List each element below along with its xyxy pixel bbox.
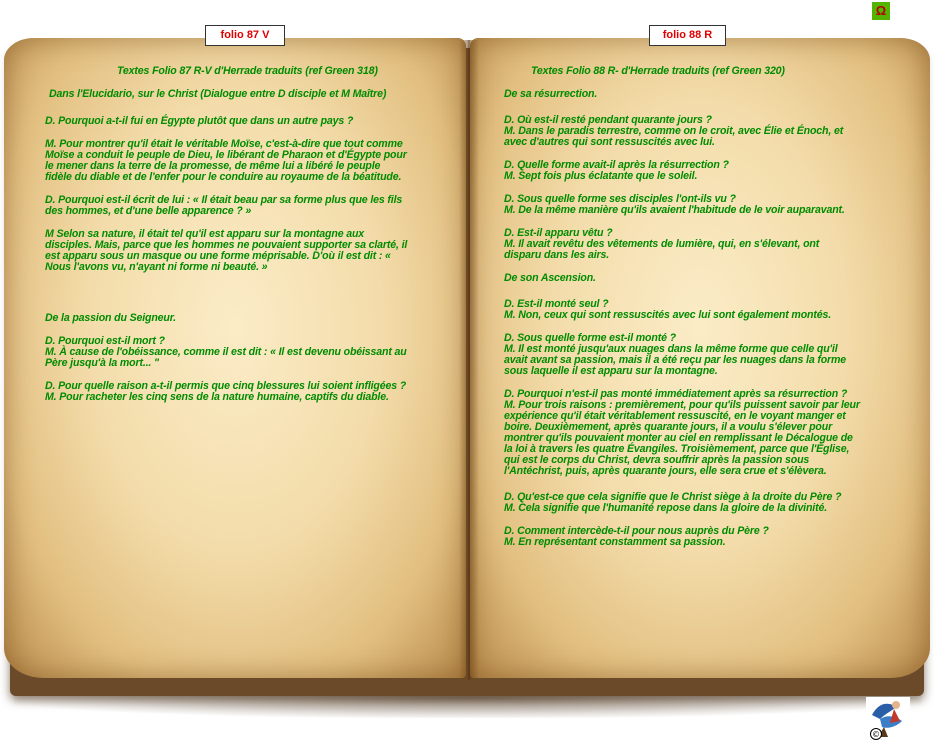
paragraph (45, 229, 455, 273)
text-line: M. En représentant constamment sa passion. (504, 536, 726, 548)
text-line: M. Sept fois plus éclatante que le soleil. (504, 170, 698, 182)
text-line: D. Sous quelle forme ses disciples l'ont-ils vu ? (504, 193, 736, 205)
text-line: De son Ascension. (504, 272, 596, 284)
folio-label-right[interactable]: folio 88 R (649, 25, 726, 46)
text-line: M. Pour montrer qu'il était le véritable Moïse, c'est-à-dire que tout comme (45, 138, 403, 150)
paragraph (45, 195, 455, 217)
paragraph (504, 160, 894, 182)
text-line: M. À cause de l'obéissance, comme il est dit : « Il est devenu obéissant au (45, 346, 407, 358)
text-line: M. Pour trois raisons : premièrement, pour qu'ils puissent savoir par leur (504, 399, 860, 411)
left-paragraphs (45, 116, 455, 403)
paragraph (504, 89, 894, 100)
left-page-subtitle: Dans l'Elucidario, sur le Christ (Dialogue entre D disciple et M Maître) (49, 88, 387, 100)
text-line: D. Pourquoi est-il mort ? (45, 335, 165, 347)
paragraph (504, 194, 894, 216)
text-line: l'Antéchrist, puis, après quarante jours, elle sera crue et s'élèvera. (504, 465, 827, 477)
text-line: D. Où est-il resté pendant quarante jours ? (504, 114, 712, 126)
text-line: fidèle du diable et de l'enfer pour le conduire au royaume de la béatitude. (45, 171, 402, 183)
paragraph (45, 381, 455, 403)
text-line: M. Dans le paradis terrestre, comme on le croit, avec Élie et Énoch, et (504, 125, 844, 137)
text-line: disparu dans les airs. (504, 249, 610, 261)
text-line: D. Pour quelle raison a-t-il permis que cinq blessures lui soient infligées ? (45, 380, 407, 392)
paragraph (504, 228, 894, 261)
paragraph (45, 116, 455, 127)
right-page-title: Textes Folio 88 R- d'Herrade traduits (ref Green 320) (531, 65, 785, 77)
right-paragraphs (504, 89, 894, 548)
text-line: Moïse a conduit le peuple de Dieu, le libérant de Pharaon et d'Égypte pour (45, 149, 407, 161)
text-line: D. Pourquoi est-il écrit de lui : « Il était beau par sa forme plus que les fils (45, 194, 403, 206)
text-line: Père jusqu'à la mort... " (45, 357, 159, 369)
text-line: M. De la même manière qu'ils avaient l'habitude de le voir auparavant. (504, 204, 845, 216)
text-line: D. Sous quelle forme est-il monté ? (504, 332, 676, 344)
paragraph (504, 273, 894, 284)
text-line: D. Quelle forme avait-il après la résurrection ? (504, 159, 729, 171)
paragraph (504, 299, 894, 321)
right-page-text (504, 66, 894, 560)
text-line: D. Comment intercède-t-il pour nous auprès du Père ? (504, 525, 769, 537)
text-line: M. Non, ceux qui sont ressuscités avec lui sont également montés. (504, 309, 831, 321)
text-line: disciples. Mais, parce que les hommes ne pouvaient supporter sa clarté, il (45, 239, 408, 251)
left-page-text (45, 66, 455, 415)
text-line: M. Il avait revêtu des vêtements de lumière, qui, en s'élevant, ont (504, 238, 820, 250)
text-line: est apparu sous un masque ou une forme méprisable. D'où il est dit : « (45, 250, 391, 262)
text-line: sous laquelle il est apparu sur la montagne. (504, 365, 718, 377)
book-spine (459, 40, 479, 680)
paragraph (504, 526, 894, 548)
paragraph (45, 139, 455, 183)
paragraph (45, 313, 455, 324)
text-line: M. Cela signifie que l'humanité repose dans la gloire de la divinité. (504, 502, 828, 514)
text-line: D. Qu'est-ce que cela signifie que le Christ siège à la droite du Père ? (504, 491, 842, 503)
paragraph (45, 336, 455, 369)
paragraph (504, 389, 894, 477)
text-line: avait avant sa passion, mais il a été reçu par les nuages dans la forme (504, 354, 847, 366)
text-line: des hommes, et d'une belle apparence ? » (45, 205, 252, 217)
text-line: D. Est-il monté seul ? (504, 298, 609, 310)
paragraph (504, 492, 894, 514)
text-line: D. Pourquoi a-t-il fui en Égypte plutôt que dans un autre pays ? (45, 115, 354, 127)
text-line: M. Il est monté jusqu'aux nuages dans la même forme que celle qu'il (504, 343, 838, 355)
text-line: D. Est-il apparu vêtu ? (504, 227, 613, 239)
text-line: De la passion du Seigneur. (45, 312, 176, 324)
text-line: la loi à travers les quatre Évangiles. Troisièmement, parce que l'Église, (504, 443, 850, 455)
text-line: expérience qu'il était véritablement ressuscité, en le voyant manger et (504, 410, 846, 422)
folio-label-left[interactable]: folio 87 V (205, 25, 285, 46)
text-line: M Selon sa nature, il était tel qu'il est apparu sur la montagne aux (45, 228, 365, 240)
text-line: D. Pourquoi n'est-il pas monté immédiatement après sa résurrection ? (504, 388, 848, 400)
left-page-title: Textes Folio 87 R-V d'Herrade traduits (ref Green 318) (117, 65, 378, 77)
text-line: Nous l'avons vu, n'ayant ni forme ni beauté. » (45, 261, 268, 273)
logo-badge[interactable]: Ω (872, 2, 890, 20)
text-line: De sa résurrection. (504, 88, 598, 100)
text-line: montrer qu'ils pouvaient monter au ciel en remplissant le Décalogue de (504, 432, 853, 444)
text-line: qui est le corps du Christ, devra souffrir après la passion sous (504, 454, 810, 466)
svg-text:©: © (872, 730, 880, 739)
copyright-icon[interactable] (866, 697, 910, 741)
text-line: le mener dans la terre de la promesse, de même lui a libéré le peuple (45, 160, 381, 172)
paragraph (504, 115, 894, 148)
text-line: M. Pour racheter les cinq sens de la nature humaine, captifs du diable. (45, 391, 389, 403)
text-line: boire. Deuxièmement, après quarante jours, il a voulu s'élever pour (504, 421, 833, 433)
text-line: avec d'autres qui sont ressuscités avec lui. (504, 136, 715, 148)
paragraph (504, 333, 894, 377)
